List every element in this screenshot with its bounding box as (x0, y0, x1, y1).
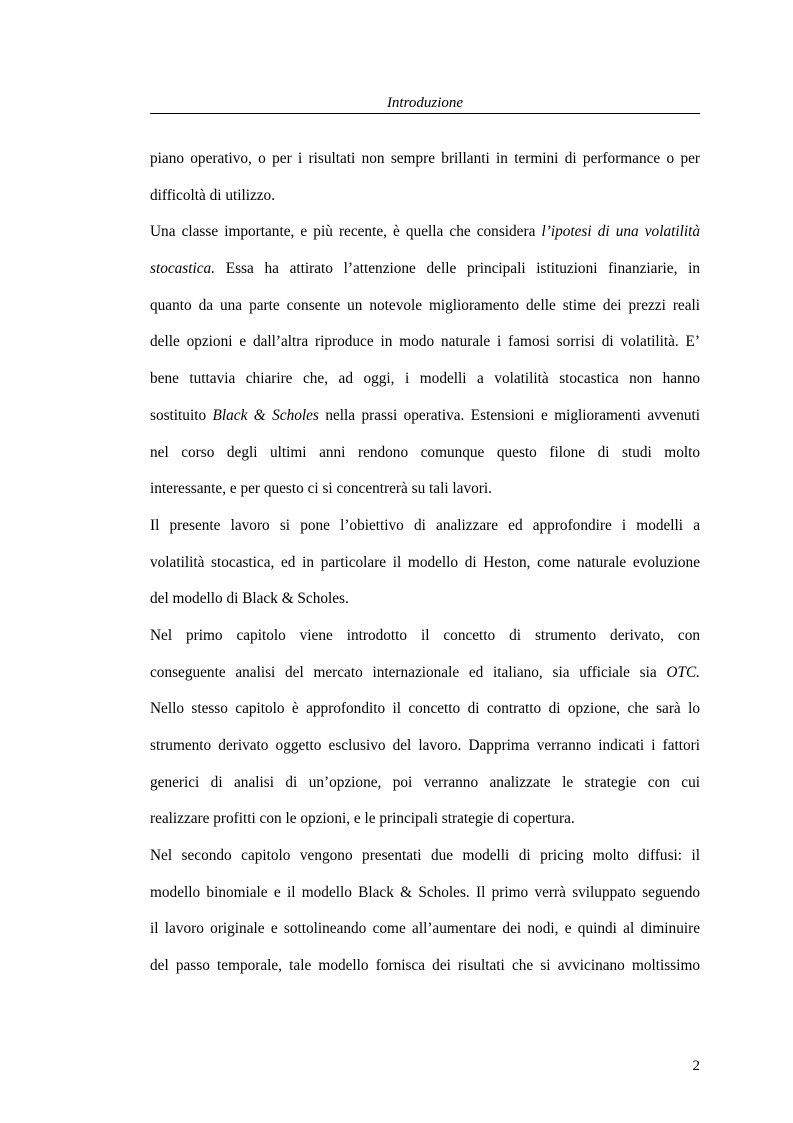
italic-run: stocastica. (150, 260, 216, 278)
text-line: Nel secondo capitolo vengono presentati due modelli di pricing molto diffusi: il (150, 847, 700, 865)
text-line: realizzare profitti con le opzioni, e le principali strategie di copertura. (150, 810, 575, 828)
text-run: Una classe importante, e più recente, è quella che considera (150, 223, 536, 241)
text-line (150, 405, 700, 442)
italic-run: l’ipotesi di una volatilità (541, 223, 700, 241)
text-line: generici di analisi di un’opzione, poi verranno analizzate le strategie con cui (150, 773, 700, 791)
text-line: difficoltà di utilizzo. (150, 186, 276, 204)
text-line: del modello di Black & Scholes. (150, 590, 349, 608)
text-line: nel corso degli ultimi anni rendono comunque questo filone di studi molto (150, 443, 700, 461)
text-line: delle opzioni e dall’altra riproduce in modo naturale i famosi sorrisi di volatilità. E’ (150, 333, 700, 351)
text-line (150, 662, 700, 699)
running-header: Introduzione (386, 95, 464, 111)
text-line: quanto da una parte consente un notevole miglioramento delle stime dei prezzi reali (150, 296, 700, 314)
text-line: interessante, e per questo ci si concentrerà su tali lavori. (150, 480, 492, 498)
text-line: Nel primo capitolo viene introdotto il concetto di strumento derivato, con (150, 626, 700, 644)
text-run: nella prassi operativa. Estensioni e miglioramenti avvenuti (318, 406, 700, 424)
italic-run: OTC. (666, 663, 700, 681)
text-line: modello binomiale e il modello Black & Scholes. Il primo verrà sviluppato seguendo (150, 883, 700, 901)
body-text (150, 148, 700, 992)
italic-run: Black & Scholes (212, 406, 319, 424)
header-rule (150, 113, 700, 114)
text-run: conseguente analisi del mercato internazionale ed italiano, sia ufficiale sia (150, 663, 657, 681)
text-line: strumento derivato oggetto esclusivo del lavoro. Dapprima verranno indicati i fattori (150, 737, 700, 754)
text-run: sostituito (150, 406, 213, 424)
text-line: Nello stesso capitolo è approfondito il concetto di contratto di opzione, che sarà lo (150, 700, 700, 718)
text-run: Essa ha attirato l’attenzione delle principali istituzioni finanziarie, in (215, 260, 700, 278)
text-line: del passo temporale, tale modello fornisca dei risultati che si avvicinano moltissimo (150, 957, 700, 975)
text-line: Il presente lavoro si pone l’obiettivo di analizzare ed approfondire i modelli a (150, 516, 700, 534)
text-line: piano operativo, o per i risultati non sempre brillanti in termini di performance o per (150, 150, 700, 167)
text-line (150, 221, 700, 258)
text-line (150, 258, 700, 295)
text-line: volatilità stocastica, ed in particolare il modello di Heston, come naturale evoluzione (150, 553, 700, 571)
page-number: 2 (692, 1058, 700, 1074)
text-line: bene tuttavia chiarire che, ad oggi, i modelli a volatilità stocastica non hanno (150, 370, 700, 388)
text-line: il lavoro originale e sottolineando come all’aumentare dei nodi, e quindi al diminuire (150, 920, 700, 938)
